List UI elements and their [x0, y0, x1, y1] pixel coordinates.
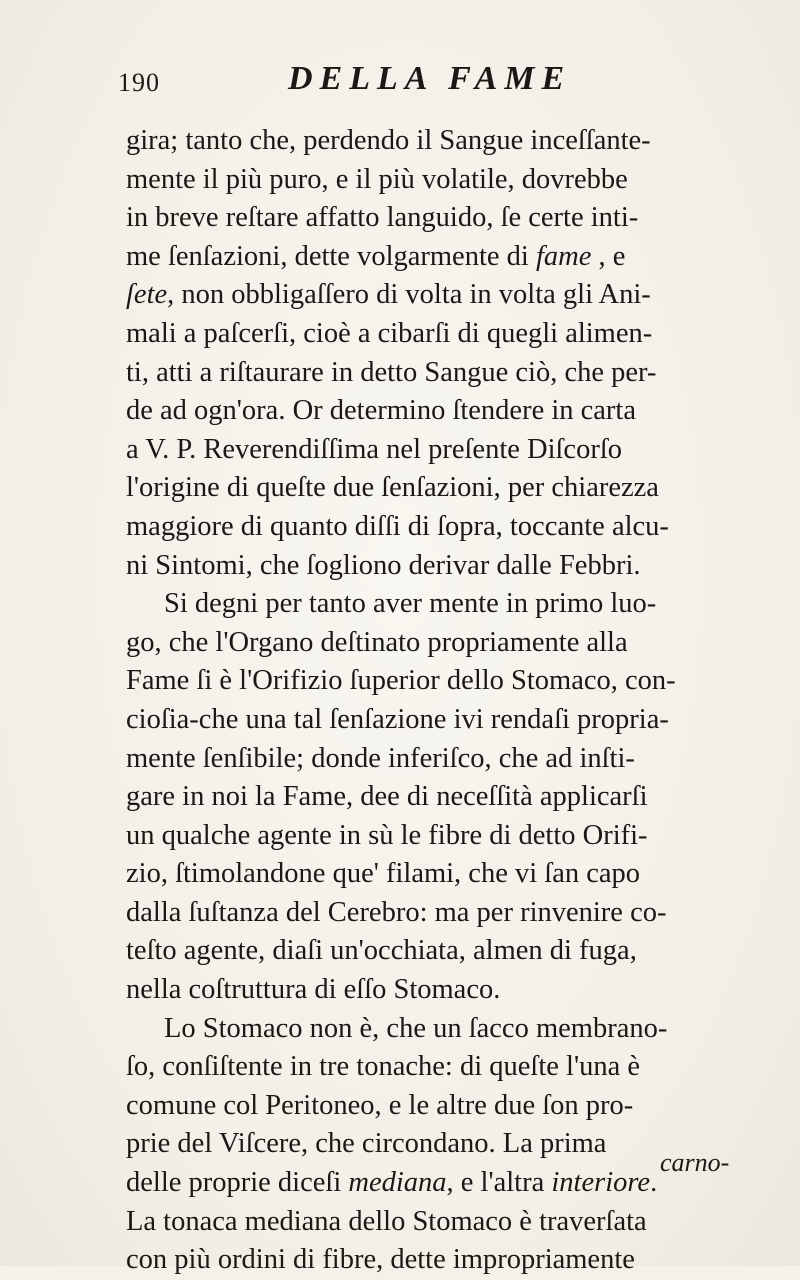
text-line: La tonaca mediana dello Stomaco è traverſata	[126, 1205, 647, 1237]
text-line: ti, atti a riſtaurare in detto Sangue ciò, che per-	[126, 356, 657, 388]
text-line: ni Sintomi, che ſogliono derivar dalle Febbri.	[126, 549, 641, 581]
text-line: l'origine di queſte due ſenſazioni, per chiarezza	[126, 472, 659, 504]
text-line: go, che l'Organo deſtinato propriamente alla	[126, 626, 628, 658]
italic-term: fame	[535, 240, 592, 272]
catchword: carno-	[660, 1148, 730, 1177]
italic-term: mediana	[348, 1167, 447, 1199]
italic-term: ſete	[126, 279, 168, 311]
text-line: me ſenſazioni, dette volgarmente di fame , e	[126, 240, 626, 272]
text-line: a V. P. Reverendiſſima nel preſente Diſcorſo	[126, 433, 622, 465]
text-line: comune col Peritoneo, e le altre due ſon pro-	[126, 1089, 634, 1121]
text-line: mali a paſcerſi, cioè a cibarſi di quegli alimen-	[126, 317, 653, 349]
text-line: in breve reſtare affatto languido, ſe certe inti-	[126, 202, 639, 234]
text-line: un qualche agente in sù le fibre di detto Orifi-	[126, 819, 648, 851]
text-line: de ad ogn'ora. Or determino ſtendere in carta	[126, 395, 636, 427]
text-line: maggiore di quanto diſſi di ſopra, toccante alcu-	[126, 510, 669, 542]
text-line: cioſia-che una tal ſenſazione ivi rendaſi propria-	[126, 703, 669, 735]
text-line: Fame ſi è l'Orifizio ſuperior dello Stomaco, con-	[126, 665, 676, 697]
page-header	[118, 60, 758, 110]
text-line: teſto agente, diaſi un'occhiata, almen di fuga,	[126, 935, 637, 967]
body-text	[126, 122, 794, 1280]
text-line: ſo, conſiſtente in tre tonache: di queſte l'una è	[126, 1051, 641, 1083]
text-line: mente il più puro, e il più volatile, dovrebbe	[126, 163, 628, 195]
text-line: ſete, non obbligaſſero di volta in volta gli Ani-	[126, 279, 651, 311]
page-number: 190	[118, 68, 160, 97]
text-line: gare in noi la Fame, dee di neceſſità applicarſi	[126, 781, 648, 813]
text-line: delle proprie diceſi mediana, e l'altra interiore.	[126, 1167, 658, 1199]
text-line: gira; tanto che, perdendo il Sangue inceſſante-	[126, 125, 651, 156]
text-line: mente ſenſibile; donde inferiſco, che ad inſti-	[126, 742, 635, 774]
italic-term: interiore	[551, 1167, 651, 1199]
text-line: dalla ſuſtanza del Cerebro: ma per rinvenire co-	[126, 896, 667, 928]
text-line: con più ordini di fibre, dette impropriamente	[126, 1244, 635, 1276]
text-line: nella coſtruttura di eſſo Stomaco.	[126, 974, 501, 1006]
text-line: Lo Stomaco non è, che un ſacco membrano-	[164, 1012, 668, 1044]
text-line: zio, ſtimolandone que' filami, che vi ſan capo	[126, 858, 641, 890]
text-line: Si degni per tanto aver mente in primo luo-	[164, 588, 657, 620]
text-line: prie del Viſcere, che circondano. La prima	[126, 1128, 607, 1160]
running-head: DELLA FAME	[288, 60, 572, 97]
